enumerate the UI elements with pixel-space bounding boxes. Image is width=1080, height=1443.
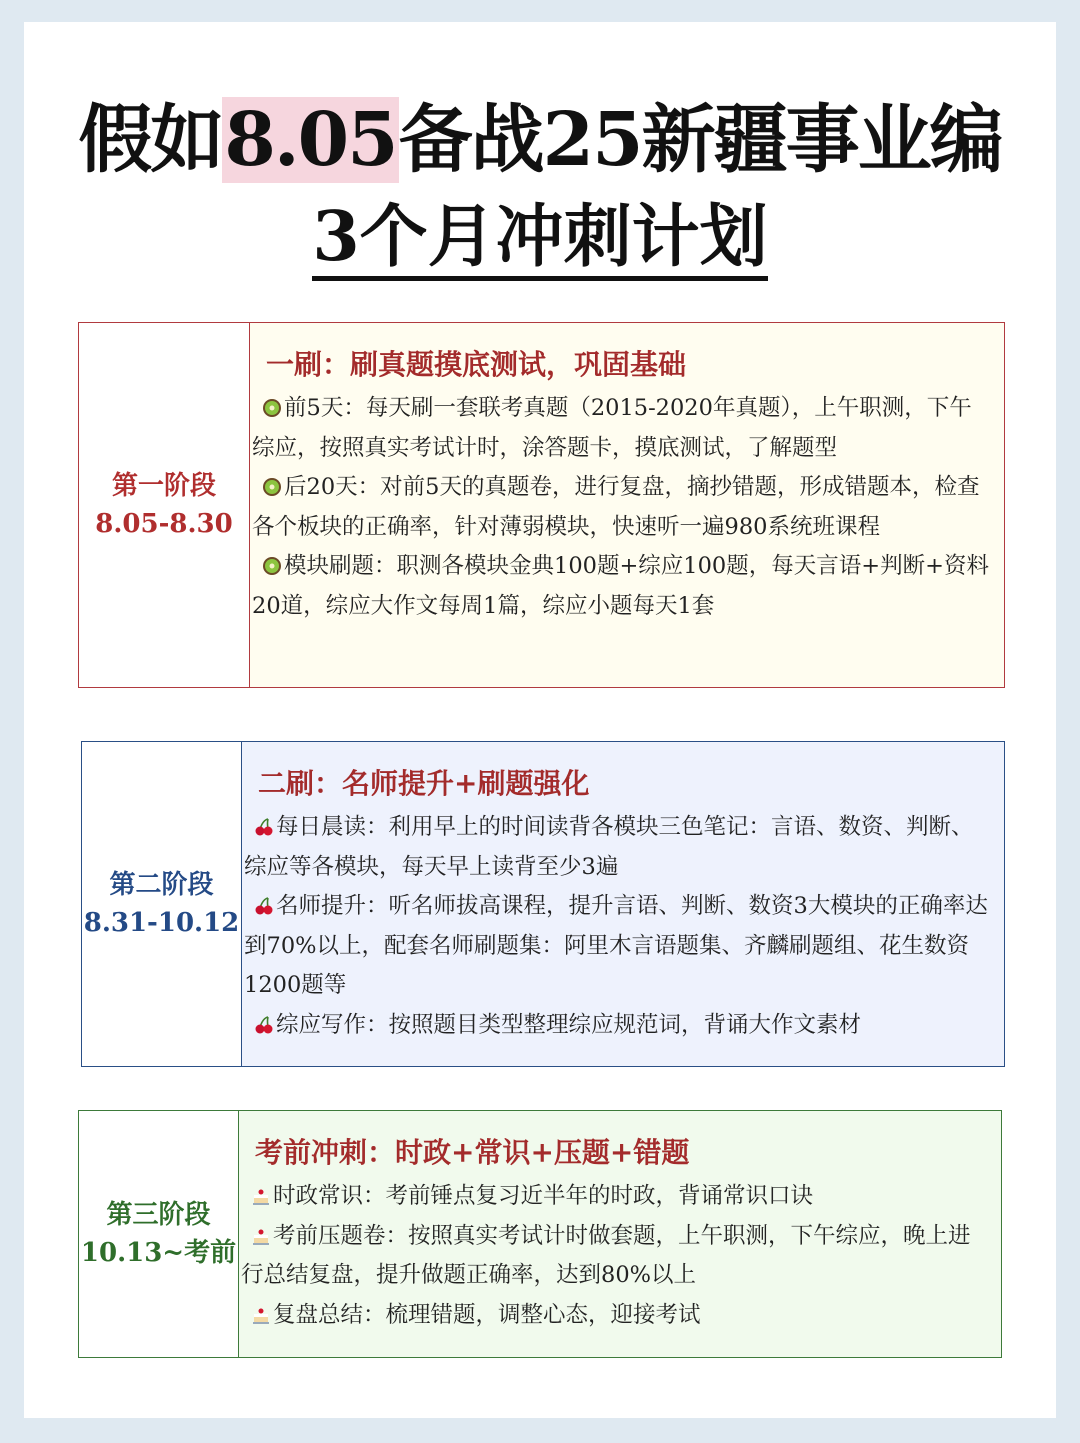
cherry-icon: [254, 896, 274, 916]
kiwi-icon: [262, 556, 282, 576]
stage-3-box: [78, 1110, 1002, 1358]
list-item: 名师提升：听名师拔高课程，提升言语、判断、数资3大模块的正确率达到70%以上，配套名师刷题集：阿里木言语题集、齐麟刷题组、花生数资1200题等: [244, 893, 988, 998]
list-item: 每日晨读：利用早上的时间读背各模块三色笔记：言语、数资、判断、综应等各模块，每天早上读背至少3遍: [244, 814, 974, 880]
cherry-icon: [254, 817, 274, 837]
cake-icon: [251, 1305, 271, 1325]
list-item: 考前压题卷：按照真实考试计时做套题，上午职测，下午综应，晚上进行总结复盘，提升做题正确率，达到80%以上: [241, 1222, 971, 1288]
stage-2-name: 第二阶段: [109, 870, 214, 900]
stage-1-heading: 一刷：刷真题摸底测试，巩固基础: [266, 348, 687, 381]
stage-1-dates: 8.05-8.30: [95, 509, 233, 539]
stage-3-dates: 10.13~考前: [80, 1238, 237, 1268]
page-subtitle: 3个月冲刺计划: [0, 192, 1080, 282]
stage-2-heading: 二刷：名师提升+刷题强化: [258, 767, 590, 800]
stage-2-content: [242, 742, 1004, 1066]
stage-2-box: [81, 741, 1005, 1067]
stage-2-label: [82, 742, 242, 1066]
kiwi-icon: [262, 398, 282, 418]
list-item: 模块刷题：职测各模块金典100题+综应100题，每天言语+判断+资料20道，综应大作文每周1篇，综应小题每天1套: [252, 553, 989, 619]
cake-icon: [251, 1186, 271, 1206]
stage-3-heading: 考前冲刺：时政+常识+压题+错题: [255, 1136, 690, 1169]
cherry-icon: [254, 1015, 274, 1035]
title-highlight: 8.05: [224, 97, 397, 183]
stage-1-content: [250, 323, 1004, 687]
stage-1-label: [79, 323, 250, 687]
cake-icon: [251, 1226, 271, 1246]
stage-2-dates: 8.31-10.12: [83, 908, 240, 938]
stage-1-name: 第一阶段: [111, 471, 216, 501]
list-item: 复盘总结：梳理错题，调整心态，迎接考试: [241, 1296, 991, 1336]
stage-3-label: [79, 1111, 239, 1357]
kiwi-icon: [262, 477, 282, 497]
stage-3-name: 第三阶段: [106, 1200, 211, 1230]
list-item: 时政常识：考前锤点复习近半年的时政，背诵常识口诀: [241, 1177, 991, 1217]
list-item: 前5天：每天刷一套联考真题（2015-2020年真题），上午职测，下午综应，按照真实考试计时，涂答题卡，摸底测试，了解题型: [252, 395, 972, 461]
list-item: 后20天：对前5天的真题卷，进行复盘，摘抄错题，形成错题本，检查各个板块的正确率，针对薄弱模块，快速听一遍980系统班课程: [252, 474, 980, 540]
stage-3-content: [239, 1111, 1001, 1357]
stage-1-box: [78, 322, 1005, 688]
page-title: 假如8.05备战25新疆事业编: [78, 97, 1002, 183]
list-item: 综应写作：按照题目类型整理综应规范词，背诵大作文素材: [244, 1006, 994, 1046]
